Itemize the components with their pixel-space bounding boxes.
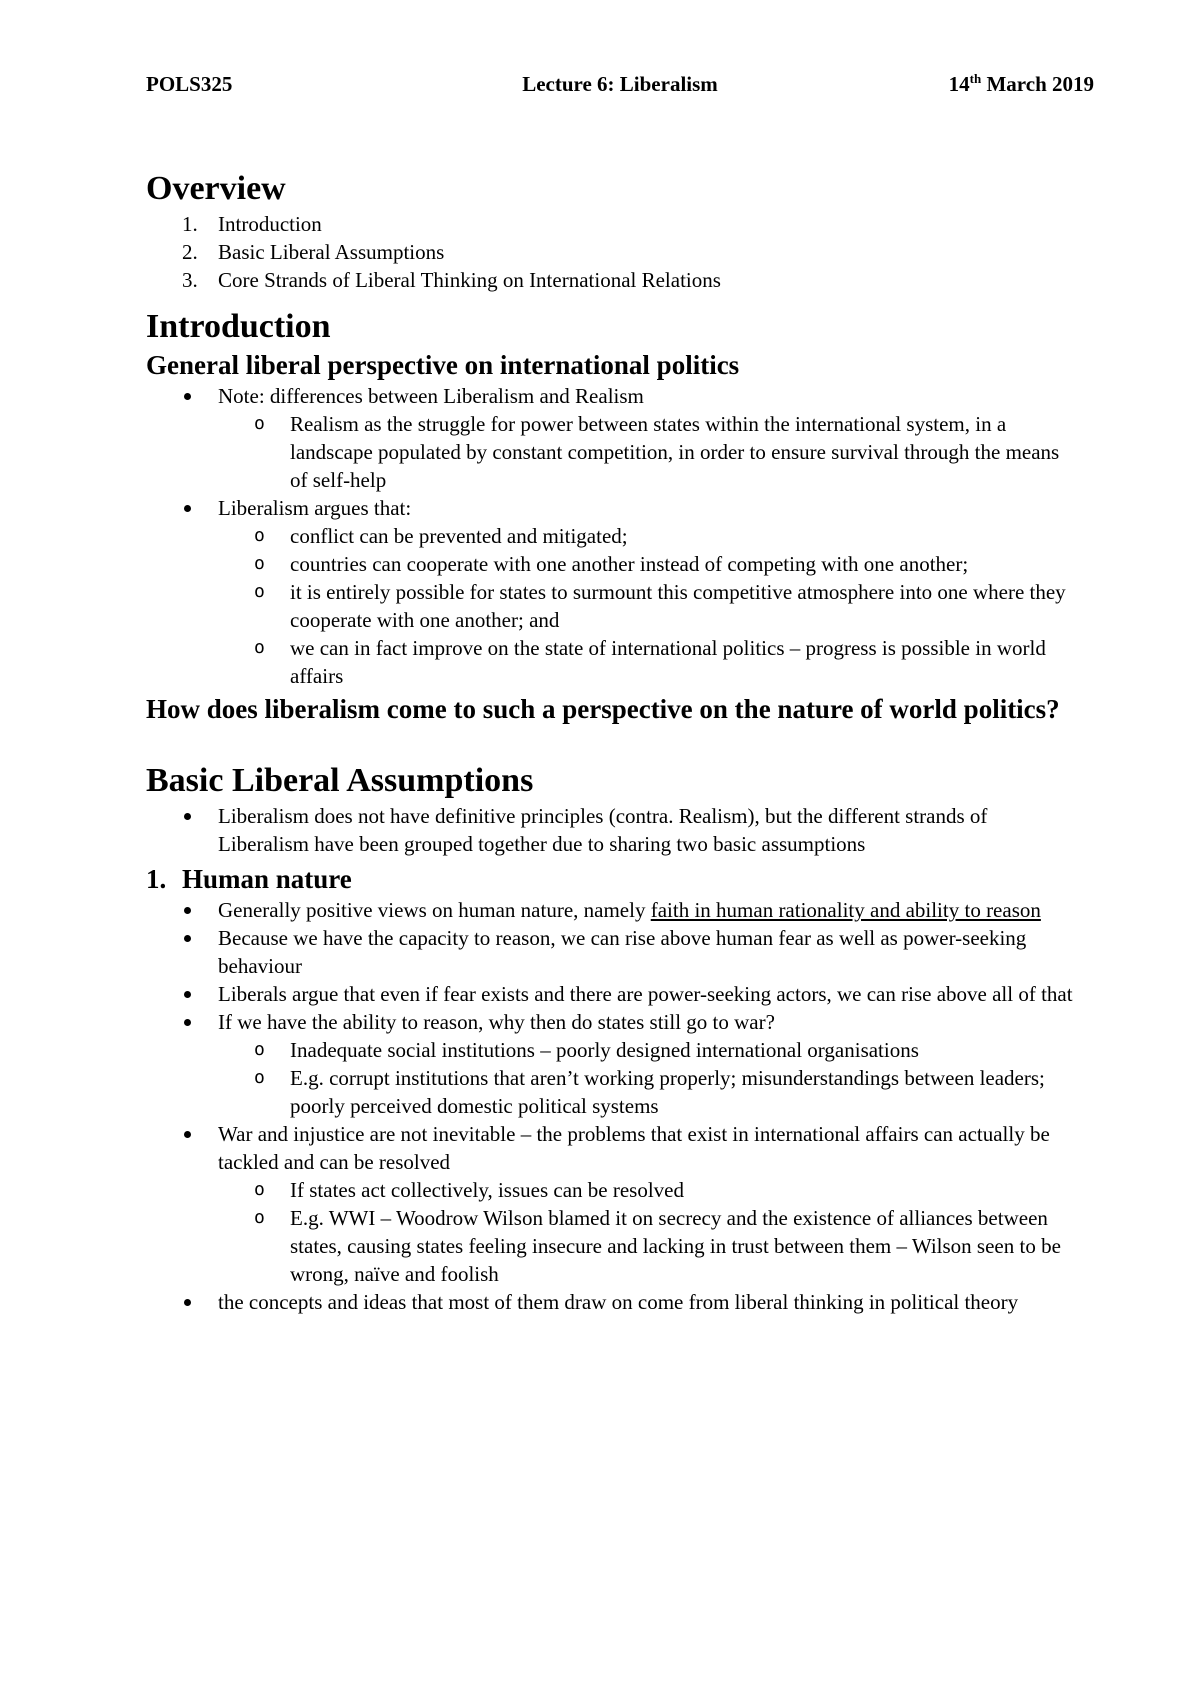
bullet-icon [184,907,191,914]
list-item: 1. Introduction [182,212,322,236]
sub-bullet-icon: o [254,413,265,434]
lecture-title: Lecture 6: Liberalism [522,72,718,96]
bullet-icon [184,1019,191,1026]
list-item: 3. Core Strands of Liberal Thinking on International Relations [182,268,721,292]
sub-bullet-icon: o [254,553,265,574]
introduction-subheading: General liberal perspective on international politics [146,350,740,380]
bullet-icon [184,393,191,400]
list-item: o If states act collectively, issues can be resolved [254,1178,684,1202]
list-item: o countries can cooperate with one another instead of competing with one another; [254,552,969,576]
introduction-question: How does liberalism come to such a perspective on the nature of world politics? [146,694,1060,724]
list-item: o we can in fact improve on the state of international politics – progress is possible in world affairs [254,636,1046,688]
assumptions-bullets [146,802,1076,858]
list-item: Liberalism argues that: o conflict can be prevented and mitigated; o countries can cooperate with one another instead of competing with one another; o it is entirely possible for states to surmount this competitive atmosphere into one where they cooperate with one another; and o we can in fact improve on the state of international politics – progress is possible in world affairs [146,494,1076,690]
list-item: War and injustice are not inevitable – the problems that exist in international affairs can actually be tackled and can be resolved o If states act collectively, issues can be resolved o E.g. WWI – Woodrow Wilson blamed it on secrecy and the existence of alliances between states, causing states feeling insecure and lacking in trust between them – Wilson seen to be wrong, naïve and foolish [146,1120,1076,1288]
list-item: Generally positive views on human nature, namely faith in human rationality and ability to reason [146,896,1076,924]
introduction-heading: Introduction [146,308,331,345]
list-item: o Realism as the struggle for power between states within the international system, in a landscape populated by constant competition, in order to ensure survival through the means of self-help [254,412,1060,492]
sub-bullet-icon: o [254,1067,265,1088]
bullet-icon [184,1131,191,1138]
list-item: Because we have the capacity to reason, we can rise above human fear as well as power-seeking behaviour [146,924,1076,980]
bullet-icon [184,505,191,512]
sub-bullet-icon: o [254,1207,265,1228]
sub-bullet-icon: o [254,1039,265,1060]
course-code: POLS325 [146,72,233,96]
sub-bullet-icon: o [254,581,265,602]
list-item: Liberalism does not have definitive principles (contra. Realism), but the different strands of Liberalism have been grouped together due to sharing two basic assumptions [146,802,1076,858]
list-item: the concepts and ideas that most of them draw on come from liberal thinking in political theory [146,1288,1076,1316]
list-item: o conflict can be prevented and mitigated; [254,524,628,548]
list-item: Liberals argue that even if fear exists and there are power-seeking actors, we can rise above all of that [146,980,1076,1008]
human-nature-heading: 1. Human nature [146,864,352,894]
introduction-bullets [146,382,1076,690]
sub-bullet-icon: o [254,525,265,546]
list-item: o E.g. WWI – Woodrow Wilson blamed it on secrecy and the existence of alliances between states, causing states feeling insecure and lacking in trust between them – Wilson seen to be wrong, naïve and foolish [254,1206,1061,1286]
list-item: o it is entirely possible for states to surmount this competitive atmosphere into one where they cooperate with one another; and [254,580,1066,632]
list-item: 2. Basic Liberal Assumptions [182,240,445,264]
sub-bullet-icon: o [254,1179,265,1200]
assumptions-heading: Basic Liberal Assumptions [146,762,534,799]
document-body [146,168,1076,1316]
underlined-text: faith in human rationality and ability to reason [650,898,1041,922]
list-item: If we have the ability to reason, why then do states still go to war? o Inadequate social institutions – poorly designed international organisations o E.g. corrupt institutions that aren’t working properly; misunderstandings between leaders; poorly perceived domestic political systems [146,1008,1076,1120]
overview-list [146,210,1076,294]
list-item: Note: differences between Liberalism and Realism o Realism as the struggle for power between states within the international system, in a landscape populated by constant competition, in order to ensure survival through the means of self-help [146,382,1076,494]
bullet-icon [184,935,191,942]
sub-bullet-icon: o [254,637,265,658]
bullet-icon [184,813,191,820]
human-nature-bullets [146,896,1076,1316]
list-item: o E.g. corrupt institutions that aren’t working properly; misunderstandings between leaders; poorly perceived domestic political systems [254,1066,1045,1118]
lecture-date: 14th March 2019 [948,71,1094,96]
bullet-icon [184,1299,191,1306]
overview-heading: Overview [146,170,286,207]
bullet-icon [184,991,191,998]
page-header [146,72,1094,102]
list-item: o Inadequate social institutions – poorly designed international organisations [254,1038,919,1062]
